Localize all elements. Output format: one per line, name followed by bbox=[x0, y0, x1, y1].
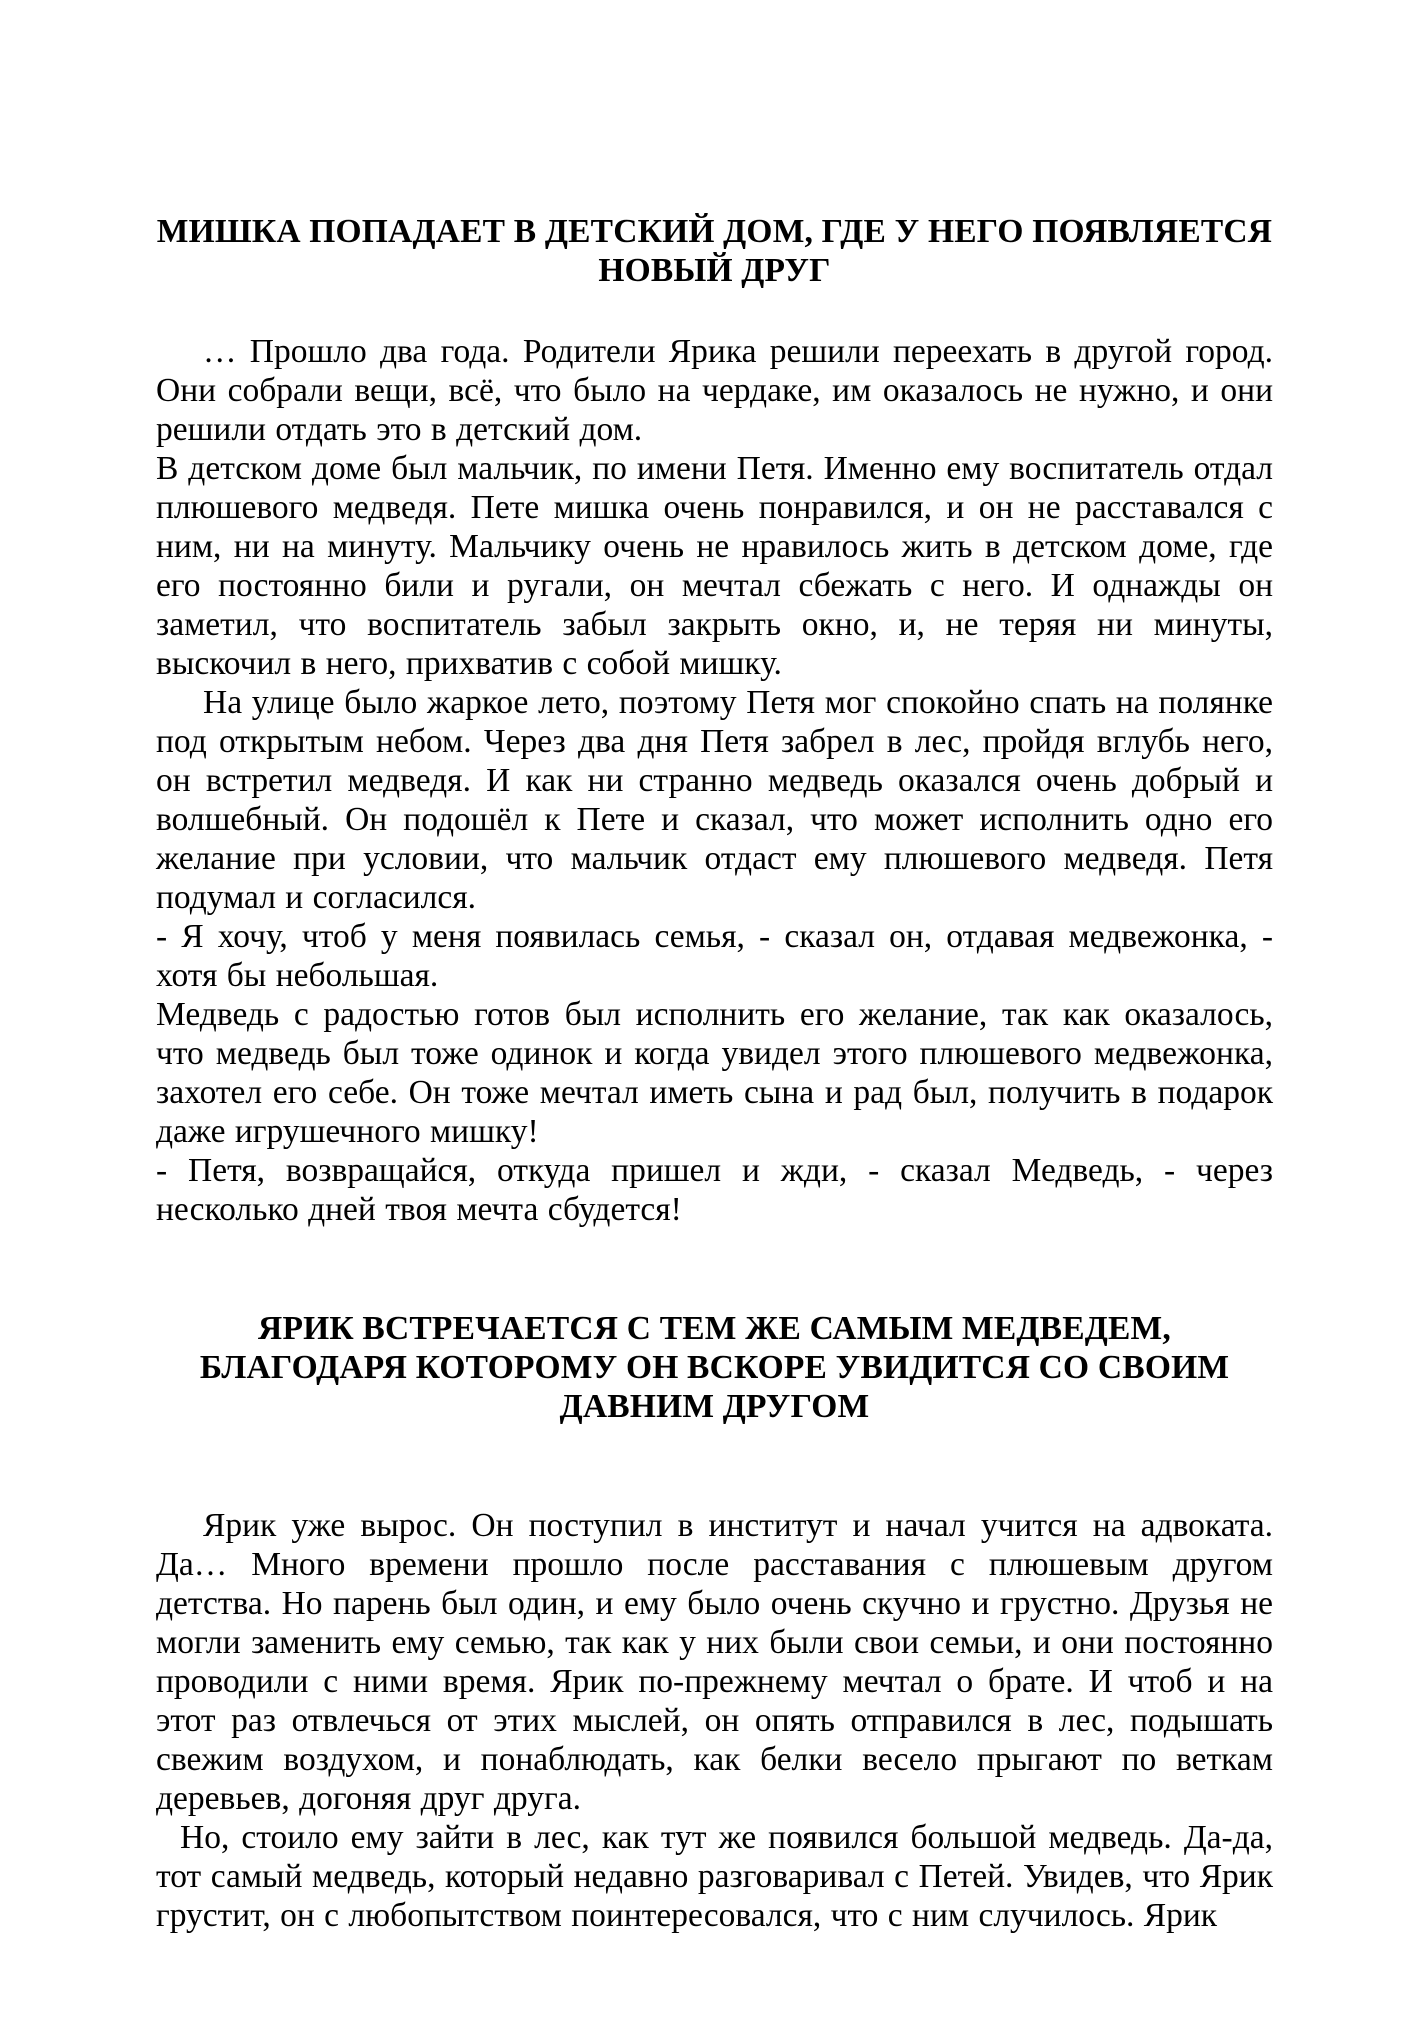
paragraph: Ярик уже вырос. Он поступил в институт и начал учится на адвоката. Да… Много времени прошло после расставания с плюшевым другом детства. Но парень был один, и ему было очень скучно и грустно. Друзья не могли заменить ему семью, так как у них были свои семьи, и они постоянно проводили с ними время. Ярик по-прежнему мечтал о брате. И чтоб и на этот раз отвлечься от этих мыслей, он опять отправился в лес, подышать свежим воздухом, и понаблюдать, как белки весело прыгают по веткам деревьев, догоняя друг друга. bbox=[156, 1507, 1273, 1817]
paragraph: В детском доме был мальчик, по имени Петя. Именно ему воспитатель отдал плюшевого медведя. Пете мишка очень понравился, и он не расставался с ним, ни на минуту. Мальчику очень не нравилось жить в детском доме, где его постоянно били и ругали, он мечтал сбежать с него. И однажды он заметил, что воспитатель забыл закрыть окно, и, не теряя ни минуты, выскочил в него, прихватив с собой мишку. bbox=[156, 450, 1273, 682]
paragraph: … Прошло два года. Родители Ярика решили переехать в другой город. Они собрали вещи, всё, что было на чердаке, им оказалось не нужно, и они решили отдать это в детский дом. bbox=[156, 333, 1273, 448]
paragraph: Но, стоило ему зайти в лес, как тут же появился большой медведь. Да-да, тот самый медведь, который недавно разговаривал с Петей. Увидев, что Ярик грустит, он с любопытством поинтересовался, что с ним случилось. Ярик bbox=[156, 1819, 1273, 1934]
section-heading-2: ЯРИК ВСТРЕЧАЕТСЯ С ТЕМ ЖЕ САМЫМ МЕДВЕДЕМ, БЛАГОДАРЯ КОТОРОМУ ОН ВСКОРЕ УВИДИТСЯ СО СВОИМ ДАВНИМ ДРУГОМ bbox=[199, 1310, 1230, 1425]
section-1-body bbox=[156, 332, 1273, 1229]
paragraph: На улице было жаркое лето, поэтому Петя мог спокойно спать на полянке под открытым небом. Через два дня Петя забрел в лес, пройдя вглубь него, он встретил медведя. И как ни странно медведь оказался очень добрый и волшебный. Он подошёл к Пете и сказал, что может исполнить одно его желание при условии, что мальчик отдаст ему плюшевого медведя. Петя подумал и согласился. bbox=[156, 684, 1273, 916]
paragraph: - Я хочу, чтоб у меня появилась семья, - сказал он, отдавая медвежонка, - хотя бы небольшая. bbox=[156, 918, 1273, 994]
paragraph: - Петя, возвращайся, откуда пришел и жди, - сказал Медведь, - через несколько дней твоя мечта сбудется! bbox=[156, 1152, 1273, 1228]
section-heading-1: МИШКА ПОПАДАЕТ В ДЕТСКИЙ ДОМ, ГДЕ У НЕГО ПОЯВЛЯЕТСЯ НОВЫЙ ДРУГ bbox=[156, 213, 1273, 289]
paragraph: Медведь с радостью готов был исполнить его желание, так как оказалось, что медведь был тоже одинок и когда увидел этого плюшевого медвежонка, захотел его себе. Он тоже мечтал иметь сына и рад был, получить в подарок даже игрушечного мишку! bbox=[156, 996, 1273, 1150]
section-2-body bbox=[156, 1506, 1273, 1935]
